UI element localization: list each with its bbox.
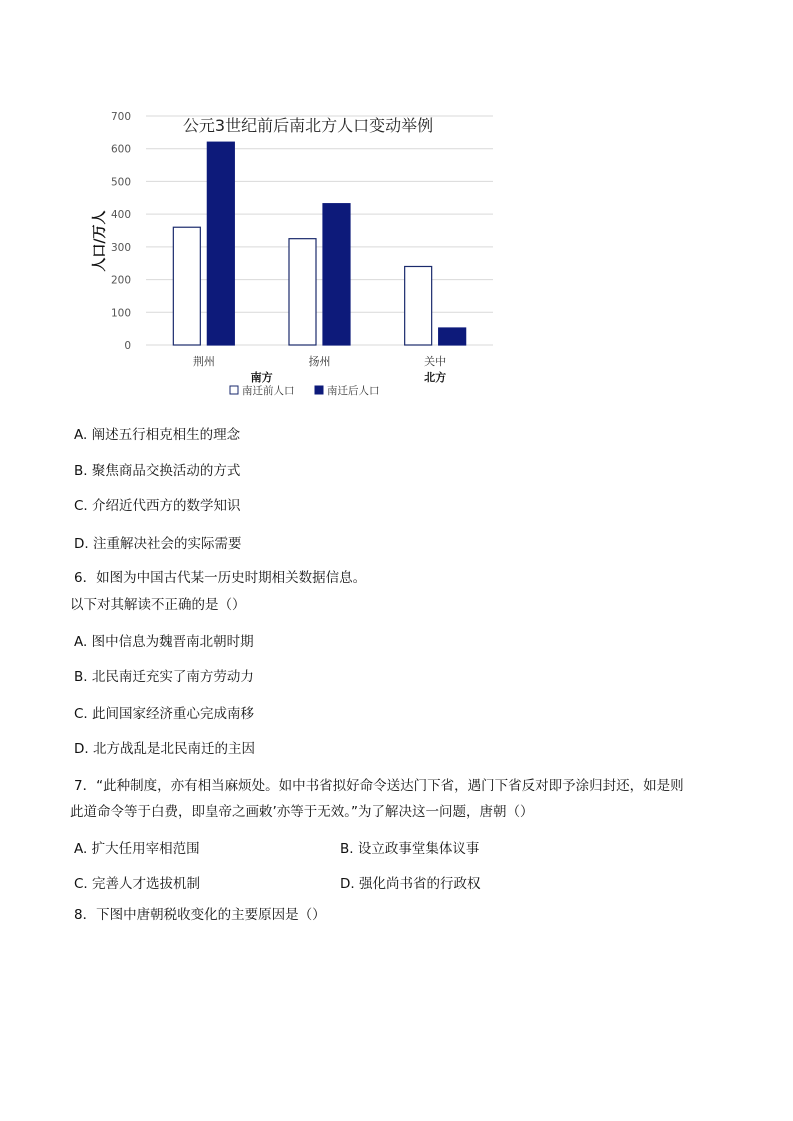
legend-swatch-南迁前人口 <box>230 386 238 394</box>
q6-stem-line2: 以下对其解读不正确的是（） <box>70 597 246 613</box>
q7-option-a[interactable]: A. 扩大任用宰相范围 <box>74 841 200 857</box>
bar-关中-南迁后人口 <box>439 328 466 345</box>
legend-swatch-南迁后人口 <box>315 386 323 394</box>
y-tick-label-300: 300 <box>110 241 131 254</box>
y-tick-label-700: 700 <box>110 111 131 123</box>
y-tick-label-500: 500 <box>110 176 131 189</box>
legend-label-南迁后人口: 南迁后人口 <box>327 385 380 397</box>
q7-stem-line1: 7．“此种制度，亦有相当麻烦处。如中书省拟好命令送达门下省，遇门下省反对即予涂归封还，如是则 <box>74 778 684 794</box>
q5-option-c[interactable]: C. 介绍近代西方的数学知识 <box>74 498 241 514</box>
bar-扬州-南迁后人口 <box>323 204 350 345</box>
q7-stem-line2: 此道命令等于白费，即皇帝之画敕’亦等于无效。”为了解决这一问题，唐朝（） <box>70 804 534 820</box>
q5-option-a[interactable]: A. 阐述五行相克相生的理念 <box>74 427 241 443</box>
y-tick-label-100: 100 <box>110 307 131 320</box>
bar-扬州-南迁前人口 <box>289 239 316 345</box>
q7-option-c[interactable]: C. 完善人才选拔机制 <box>74 876 201 892</box>
q5-option-b[interactable]: B. 聚焦商品交换活动的方式 <box>74 463 241 479</box>
x-tick-label-关中: 关中 <box>424 355 447 368</box>
y-axis-label: 人口/万人 <box>92 210 108 272</box>
q6-option-a[interactable]: A. 图中信息为魏晋南北朝时期 <box>74 634 254 650</box>
y-tick-label-200: 200 <box>110 274 131 287</box>
group-label-北方: 北方 <box>424 371 447 384</box>
legend-label-南迁前人口: 南迁前人口 <box>242 385 295 397</box>
group-label-南方: 南方 <box>250 371 273 384</box>
bar-荆州-南迁前人口 <box>173 227 200 345</box>
population-bar-chart <box>88 104 508 404</box>
chart-title: 公元3世纪前后南北方人口变动举例 <box>182 116 434 135</box>
q6-option-c[interactable]: C. 此间国家经济重心完成南移 <box>74 706 255 722</box>
y-tick-label-400: 400 <box>110 209 131 222</box>
q6-option-d[interactable]: D. 北方战乱是北民南迁的主因 <box>74 741 255 757</box>
population-chart <box>88 104 508 404</box>
bar-荆州-南迁后人口 <box>207 142 234 345</box>
x-tick-label-荆州: 荆州 <box>192 355 215 368</box>
bar-关中-南迁前人口 <box>405 266 432 345</box>
q7-option-b[interactable]: B. 设立政事堂集体议事 <box>340 841 480 857</box>
x-tick-label-扬州: 扬州 <box>308 355 331 368</box>
y-tick-label-0: 0 <box>124 340 131 352</box>
q6-stem-line1: 6．如图为中国古代某一历史时期相关数据信息。 <box>74 570 367 586</box>
y-tick-label-600: 600 <box>110 143 131 156</box>
q8-stem: 8．下图中唐朝税收变化的主要原因是（） <box>74 907 326 923</box>
q7-option-d[interactable]: D. 强化尚书省的行政权 <box>340 876 481 892</box>
q6-option-b[interactable]: B. 北民南迁充实了南方劳动力 <box>74 669 254 685</box>
q5-option-d[interactable]: D. 注重解决社会的实际需要 <box>74 536 242 552</box>
